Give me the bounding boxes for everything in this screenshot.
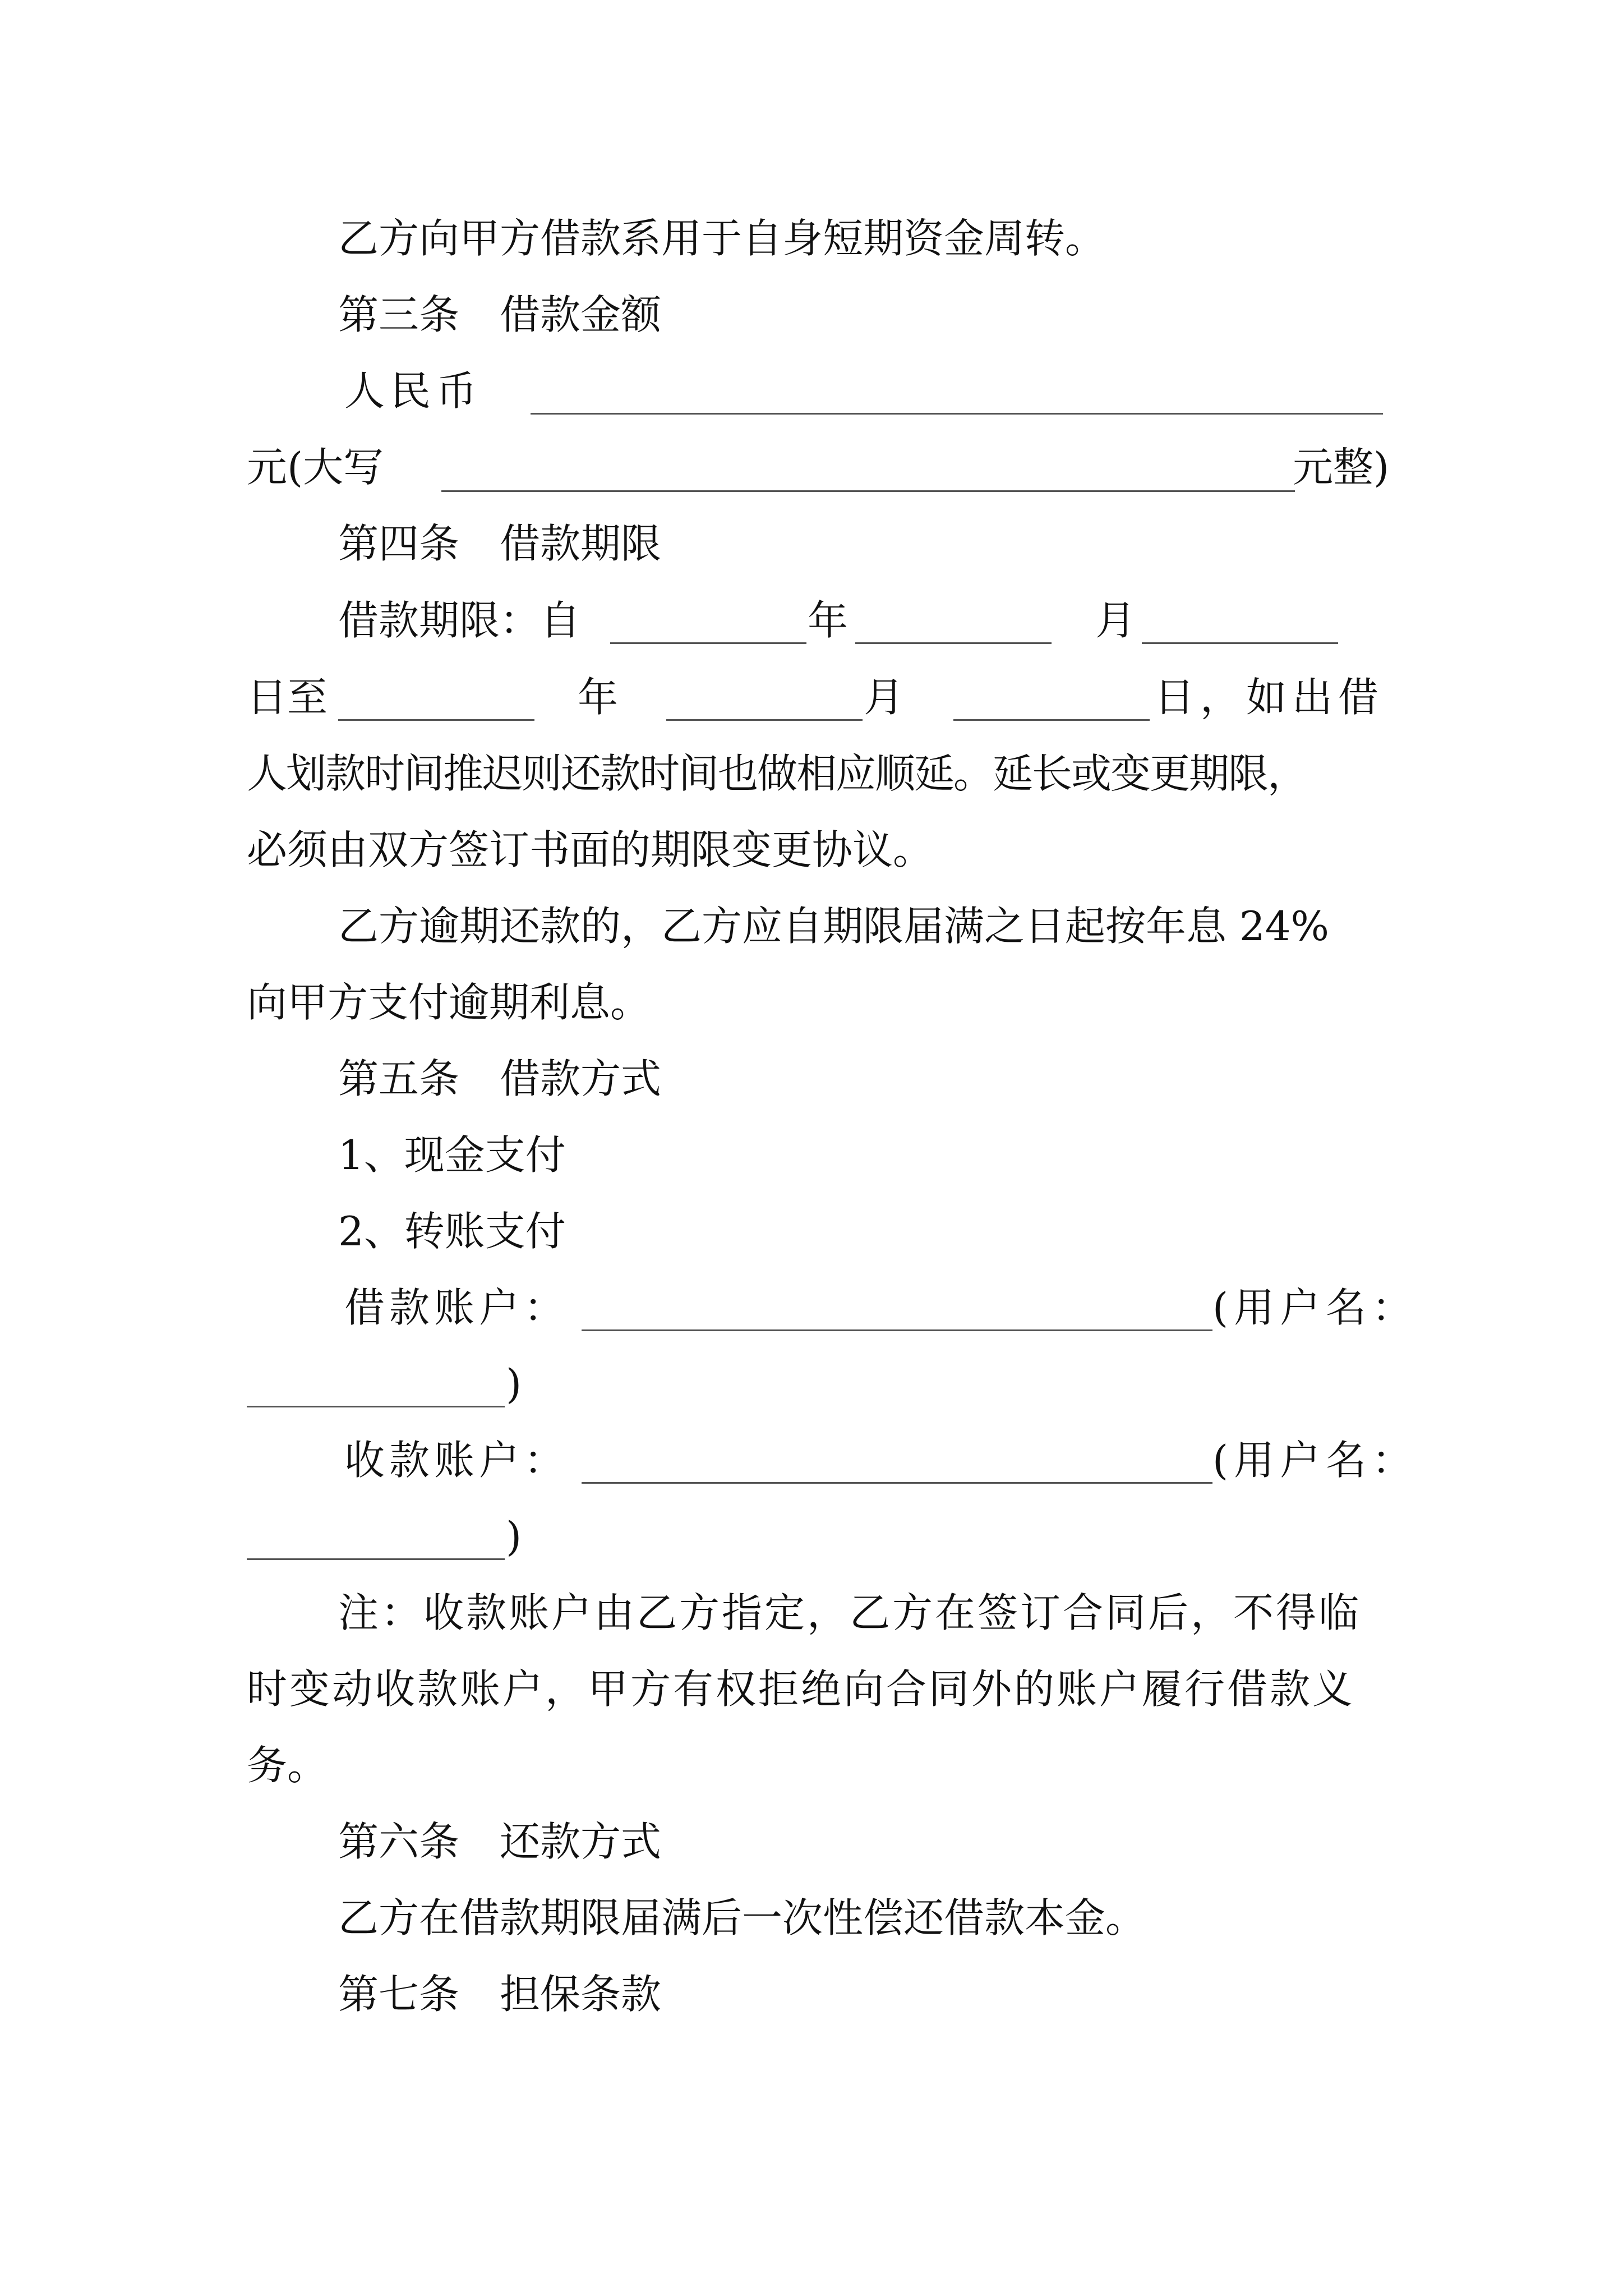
note-line-3: 务。	[247, 1742, 328, 1789]
receive-account-label: 收款账户：	[344, 1437, 569, 1484]
article-5-title: 第五条 借款方式	[338, 1055, 662, 1102]
overdue-line-2: 向甲方支付逾期利息。	[247, 979, 651, 1026]
year-label-2: 年	[578, 674, 619, 721]
yuan-zheng-suffix: 元整)	[1293, 444, 1390, 491]
year-label-1: 年	[808, 597, 849, 644]
payment-option-transfer: 2、转账支付	[338, 1208, 566, 1255]
rmb-amount-blank[interactable]	[531, 413, 1383, 415]
purpose-text: 乙方向甲方借款系用于自身短期资金周转。	[338, 215, 1106, 262]
article-6-text: 乙方在借款期限届满后一次性偿还借款本金。	[338, 1894, 1146, 1941]
payment-option-cash: 1、现金支付	[338, 1131, 566, 1179]
daxie-amount-blank[interactable]	[441, 490, 1295, 492]
loan-username-blank[interactable]	[247, 1406, 505, 1407]
day-to-label: 日至	[247, 674, 328, 721]
article-3-title: 第三条 借款金额	[338, 291, 662, 338]
loan-account-blank[interactable]	[582, 1329, 1212, 1331]
receive-username-blank[interactable]	[247, 1558, 505, 1560]
end-year-blank[interactable]	[338, 719, 534, 721]
article-7-title: 第七条 担保条款	[338, 1971, 662, 2018]
loan-close-paren: )	[506, 1360, 522, 1407]
rmb-label: 人民币	[344, 367, 483, 415]
end-day-blank[interactable]	[953, 719, 1150, 721]
article-6-title: 第六条 还款方式	[338, 1818, 662, 1865]
period-line-4: 必须由双方签订书面的期限变更协议。	[247, 826, 934, 873]
article-4-title: 第四条 借款期限	[338, 520, 662, 567]
loan-username-label: (用户名：	[1212, 1284, 1418, 1331]
day-comma-label: 日，如出借	[1154, 674, 1385, 721]
start-day-blank[interactable]	[1142, 642, 1338, 644]
month-label-1: 月	[1095, 597, 1136, 644]
month-label-2: 月	[864, 674, 905, 721]
period-prefix: 借款期限：自	[338, 597, 581, 644]
loan-account-label: 借款账户：	[344, 1284, 569, 1331]
note-line-2: 时变动收款账户，甲方有权拒绝向合同外的账户履行借款义	[247, 1665, 1355, 1713]
yuan-daxie-prefix: 元(大写	[247, 444, 384, 491]
receive-account-blank[interactable]	[582, 1482, 1212, 1484]
period-line-3: 人划款时间推迟则还款时间也做相应顺延。延长或变更期限，	[247, 750, 1307, 797]
start-year-blank[interactable]	[610, 642, 806, 644]
end-month-blank[interactable]	[666, 719, 863, 721]
overdue-line-1: 乙方逾期还款的，乙方应自期限届满之日起按年息 24%	[338, 903, 1329, 950]
start-month-blank[interactable]	[855, 642, 1052, 644]
receive-close-paren: )	[506, 1513, 522, 1560]
note-line-1: 注：收款账户由乙方指定，乙方在签订合同后，不得临	[338, 1589, 1362, 1636]
receive-username-label: (用户名：	[1212, 1437, 1418, 1484]
